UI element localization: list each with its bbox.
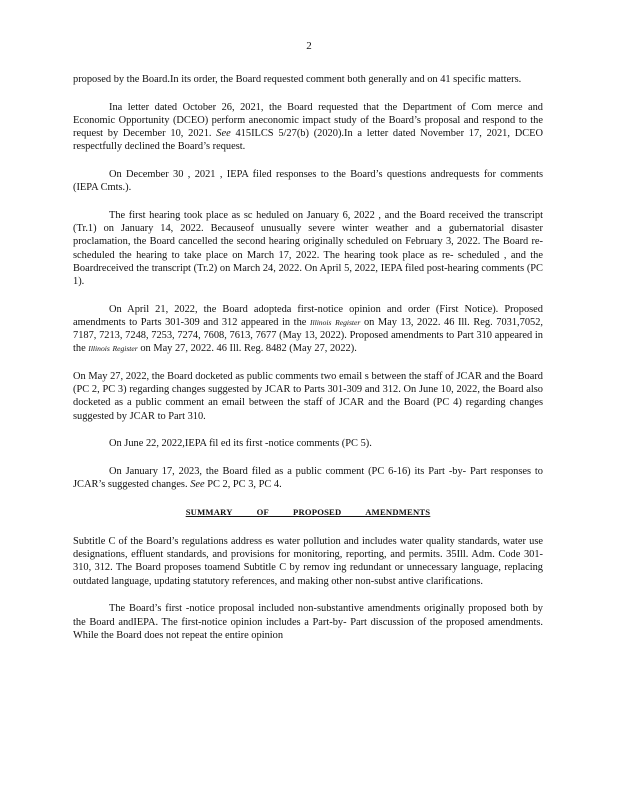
paragraph-text: Ina letter dated October 26, 2021, the Board requested that the Department of Com merce and Economic Opportunity (DCEO) perform aneconomic impact study of the Board’s proposal and respond to the request by December 10, 2021. (73, 101, 543, 140)
paragraph-first-notice-proposal: The Board’s first -notice proposal included non-substantive amendments originally proposed both by the Board andIEPA. The first-notice opinion includes a Part-by- Part discussion of the proposed amendments. While the Board does not repeat the entire opinion (73, 603, 543, 641)
paragraph-iepa-responses: On December 30 , 2021 , IEPA filed responses to the Board’s questions andrequests for comments (IEPA Cmts.). (73, 169, 543, 194)
section-heading-text: SUMMARY OF PROPOSED AMENDMENTS (185, 506, 431, 517)
paragraph-iepa-first-notice-comments: On June 22, 2022,IEPA fil ed its first -notice comments (PC 5). (109, 438, 372, 450)
page-number: 2 (306, 40, 312, 52)
paragraph-text: On April 21, 2022, the Board adopteda first-notice opinion and order (First Notice). Proposed amendments to Parts 301-309 and 312 appeared in the (73, 303, 543, 328)
paragraph-hearings: The first hearing took place as sc heduled on January 6, 2022 , and the Board received the transcript (Tr.1) on January 14, 2022. Becauseof unusually severe winter weather and a gubernatorial disaster proclamation, the Board cancelled the second hearing originally scheduled on February 3, 2022. The Board re-scheduled the hearing to take place on March 17, 2022. The hearing took place as re- scheduled , and the Boardreceived the transcript (Tr.2) on March 24, 2022. On April 5, 2022, IEPA filed post-hearing comments (PC 1). (73, 209, 543, 287)
paragraph-text: on May 27, 2022. 46 Ill. Reg. 8482 (May 27, 2022). (137, 343, 357, 355)
italic-citation: Illinois (309, 317, 332, 327)
section-heading (73, 506, 543, 519)
paragraph-first-notice (73, 303, 543, 356)
paragraph-text: on May 13, 2022. 46 Ill. Reg. 7031,7052, 7187, 7213, 7248, 7253, 7274, 7608, 7613, 7677 (May 13, 2022). Proposed amendments to Part 310 appeared in the (73, 316, 544, 355)
paragraph-text: PC 2, PC 3, PC 4. (204, 479, 282, 491)
paragraph-board-order: proposed by the Board.In its order, the Board requested comment both generally and on 41 specific matters. (73, 74, 522, 85)
paragraph-public-comments: On May 27, 2022, the Board docketed as public comments two email s between the staff of JCAR and the Board (PC 2, PC 3) regarding changes suggested by JCAR to Parts 301-309 and 312. On June 10, 2022, the Board also docketed as a public comment an email between the staff of JCAR and the Board (PC 4) regarding changes suggested by JCAR to Part 310. (73, 370, 543, 422)
italic-citation: See (190, 479, 205, 491)
document-body (73, 73, 543, 657)
italic-citation: Register (335, 317, 361, 327)
italic-citation: Illinois (88, 344, 110, 354)
paragraph-subtitle-c: Subtitle C of the Board’s regulations address es water pollution and includes water quality standards, water use designations, effluent standards, and provisions for monitoring, reporting, and permits. 35Ill. Adm. Code 301-310, 312. The Board proposes toamend Subtitle C by remov ing redundant or unnecessary language, replacing outdated language, updating statutory references, and making other non-subst antive clarifications. (73, 536, 543, 587)
paragraph-dceo-request (73, 101, 543, 154)
paragraph-text: On January 17, 2023, the Board filed as a public comment (PC 6-16) its Part -by- Part responses to JCAR’s suggested changes. (73, 465, 543, 491)
italic-citation: Register (112, 344, 138, 354)
paragraph-text: 415ILCS 5/27(b) (2020).In a letter dated November 17, 2021, DCEO respectfully declined the Board’s request. (73, 128, 543, 153)
italic-citation: See (216, 128, 231, 140)
paragraph-part-by-part-responses (73, 465, 543, 491)
